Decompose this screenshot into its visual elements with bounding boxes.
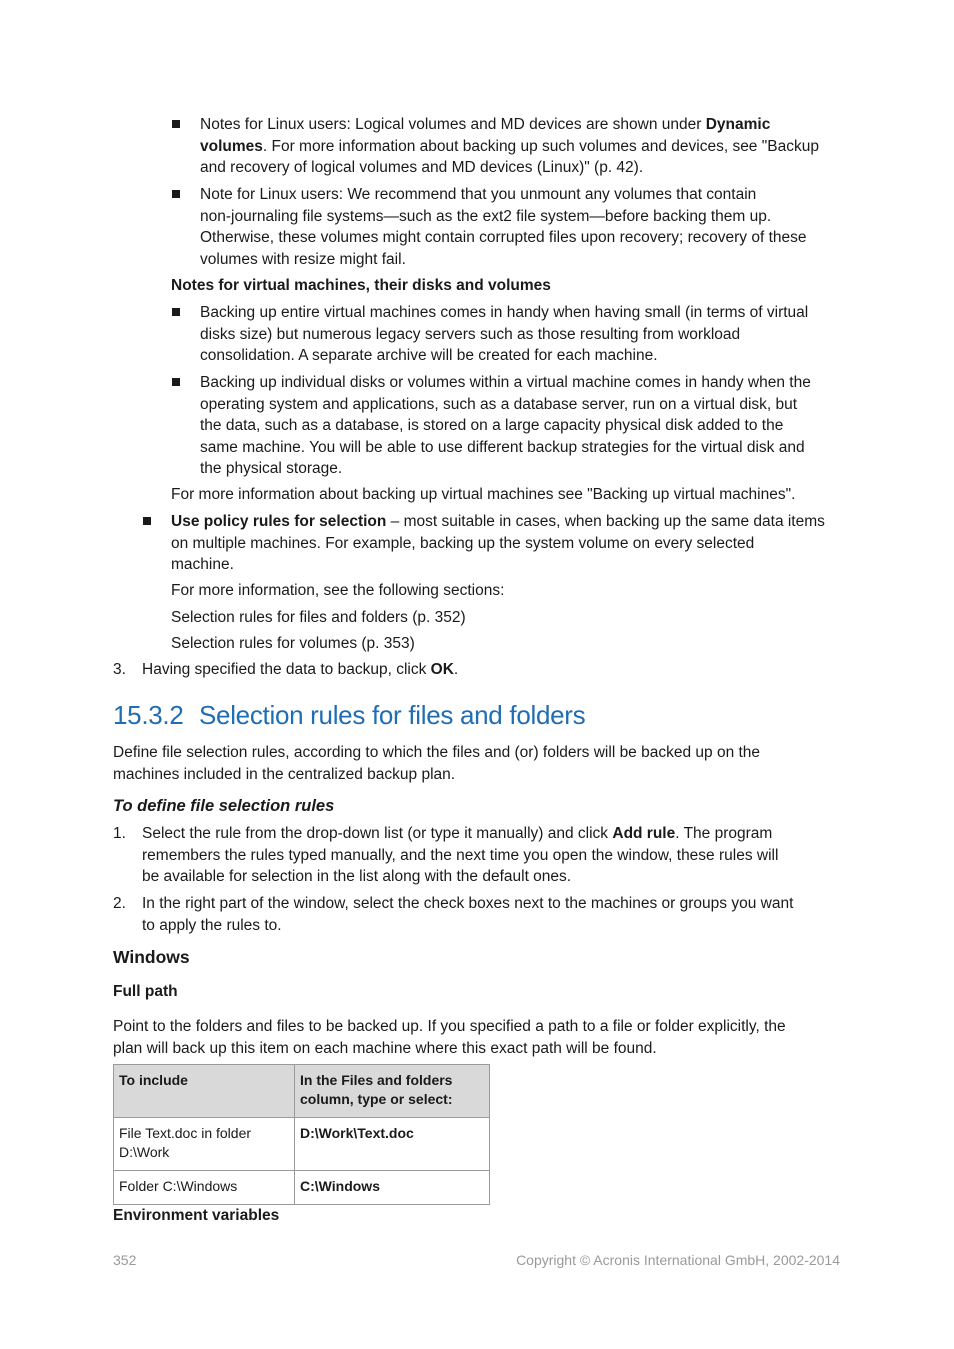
step-1-number: 1. xyxy=(113,825,126,842)
table-cell-include: File Text.doc in folder D:\Work xyxy=(114,1118,295,1171)
step-3-text: Having specified the data to backup, click OK. xyxy=(142,661,459,678)
table-row xyxy=(114,1171,490,1205)
section-heading xyxy=(113,700,585,731)
step-2-text: In the right part of the window, select the check boxes next to the machines or groups you want to apply the rules to. xyxy=(142,895,794,934)
bullet-text-vm-individual: Backing up individual disks or volumes within a virtual machine comes in handy when the operating system and applications, such as a database server, run on a virtual disk, but the data, such as a database, is stored on a large capacity physical disk added to the same machine. You will be able to use different backup strategies for the virtual disk and the physical storage. xyxy=(200,374,811,477)
environment-variables-heading: Environment variables xyxy=(113,1207,280,1224)
bold-text: Dynamic xyxy=(705,116,771,133)
table-cell-include: Folder C:\Windows xyxy=(114,1171,295,1205)
bullet-marker xyxy=(143,517,151,525)
link-selection-rules-volumes[interactable]: Selection rules for volumes (p. 353) xyxy=(171,635,415,652)
table-row xyxy=(114,1118,490,1171)
bullet-marker xyxy=(172,190,180,198)
full-path-description: Point to the folders and files to be backed up. If you specified a path to a file or folder explicitly, the plan will back up this item on each machine where this exact path will be found. xyxy=(113,1018,786,1057)
table-cell-type xyxy=(295,1171,490,1205)
bold-text: volumes xyxy=(200,137,263,155)
table-cell-path: D:\Work\Text.doc xyxy=(300,1125,414,1141)
vm-more-info: For more information about backing up virtual machines see "Backing up virtual machines". xyxy=(171,486,796,503)
bullet-marker xyxy=(172,308,180,316)
table-header-row xyxy=(114,1065,490,1118)
table-header-type-or-select: In the Files and folders column, type or select: xyxy=(295,1065,490,1118)
bullet-marker xyxy=(172,378,180,386)
vm-notes-heading: Notes for virtual machines, their disks and volumes xyxy=(171,277,551,294)
bullet-text-linux-unmount: Note for Linux users: We recommend that you unmount any volumes that contain non-journaling file systems—such as the ext2 file system—before backing them up. Otherwise, these volumes might contain corrupted files upon recovery; recovery of these volumes with resize might fail. xyxy=(200,186,807,268)
step-2-number: 2. xyxy=(113,895,126,912)
bullet-text-vm-entire: Backing up entire virtual machines comes in handy when having small (in terms of virtual disks size) but numerous legacy servers such as those resulting from workload consolidation. A separate archive will be created for each machine. xyxy=(200,304,809,364)
table-cell-path: C:\Windows xyxy=(300,1178,380,1194)
footer-page-number: 352 xyxy=(113,1252,137,1268)
windows-heading: Windows xyxy=(113,947,190,967)
full-path-heading: Full path xyxy=(113,983,178,1000)
step-1-text: Select the rule from the drop-down list (or type it manually) and click Add rule. The program remembers the rules typed manually, and the next time you open the window, these rules will be available for selection in the list along with the default ones. xyxy=(142,825,779,885)
bullet-marker xyxy=(172,120,180,128)
section-number: 15.3.2 xyxy=(113,700,184,730)
section-title: Selection rules for files and folders xyxy=(199,700,586,730)
section-intro: Define file selection rules, according to which the files and (or) folders will be backed up on the machines included in the centralized backup plan. xyxy=(113,744,761,783)
table-cell-type xyxy=(295,1118,490,1171)
full-path-table xyxy=(113,1064,490,1205)
step-3-number: 3. xyxy=(113,661,126,678)
bullet-text-linux-volumes: Notes for Linux users: Logical volumes and MD devices are shown under Dynamic volumes. For more information about backing up such volumes and devices, see "Backup and recovery of logical volumes and MD devices (Linux)" (p. 42). xyxy=(200,116,819,176)
bold-text: Use policy rules for selection xyxy=(171,513,387,530)
link-selection-rules-files[interactable]: Selection rules for files and folders (p. 352) xyxy=(171,609,466,626)
table-header-to-include: To include xyxy=(114,1065,295,1118)
bold-text: OK xyxy=(430,661,454,678)
bullet-text-policy-rules: Use policy rules for selection – most suitable in cases, when backing up the same data items on multiple machines. For example, backing up the system volume on every selected machine. xyxy=(171,513,825,573)
bold-text: Add rule xyxy=(612,825,676,842)
procedure-heading: To define file selection rules xyxy=(113,797,335,815)
footer-copyright: Copyright © Acronis International GmbH, 2002-2014 xyxy=(516,1252,840,1268)
policy-more-info: For more information, see the following sections: xyxy=(171,582,505,599)
